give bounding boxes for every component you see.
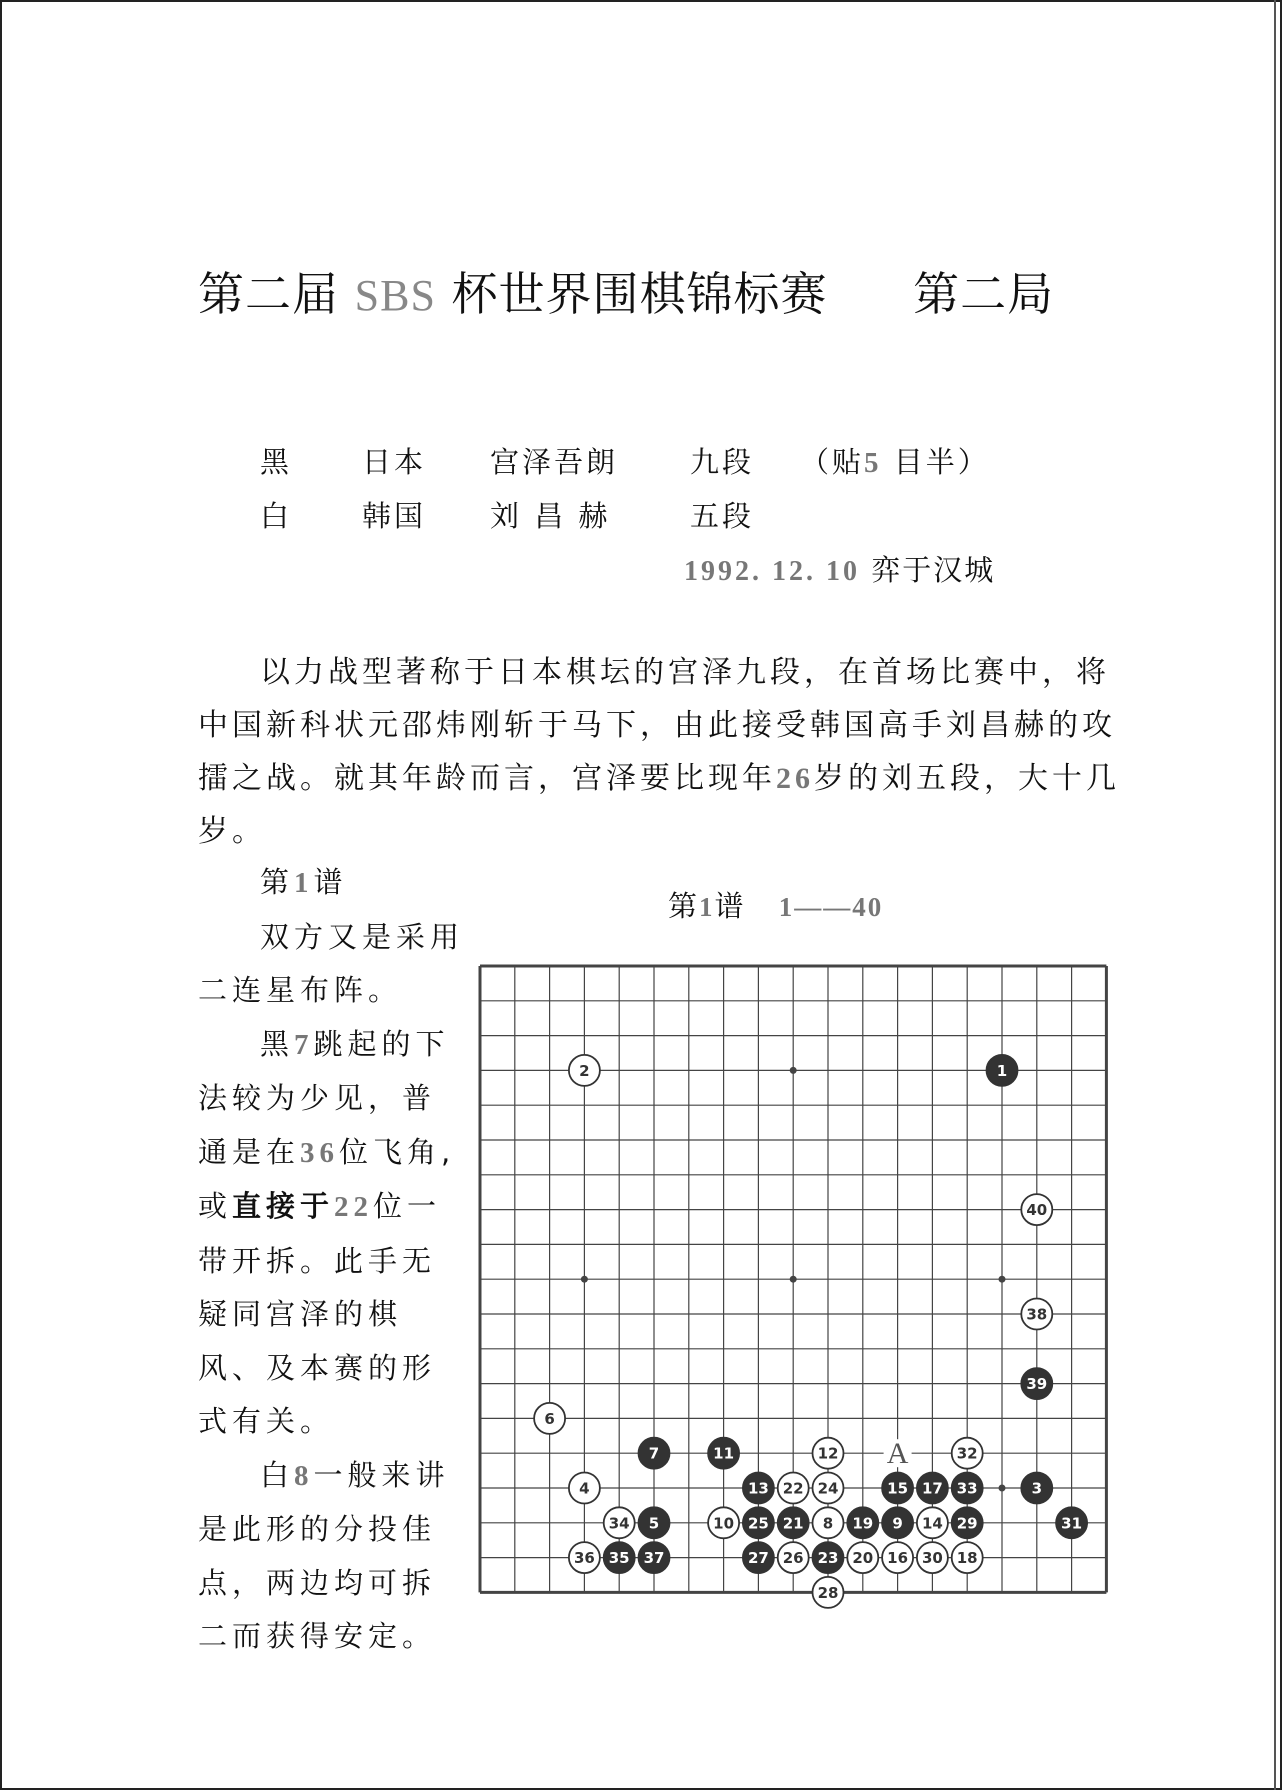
stone-number: 9: [892, 1514, 903, 1533]
title-sponsor: SBS: [354, 271, 436, 320]
black-color-label: 黑: [260, 445, 293, 479]
stone-number: 14: [921, 1514, 943, 1533]
stone-1: [987, 1055, 1018, 1086]
page-title: [198, 258, 1054, 324]
stone-number: 20: [852, 1549, 874, 1568]
white-name: 刘 昌 赫: [490, 499, 611, 533]
stone-number: 11: [713, 1444, 735, 1463]
stone-36: [569, 1542, 600, 1573]
title-prefix: 第二届: [198, 267, 339, 321]
stone-number: 23: [817, 1549, 839, 1568]
intro-text-2: 岁的刘五段，大十几岁。: [198, 761, 1120, 849]
stone-13: [743, 1473, 774, 1504]
commentary-heading: 第1谱: [260, 865, 348, 899]
stone-number: 7: [648, 1444, 660, 1463]
date-place: 弈于汉城: [871, 553, 996, 587]
stone-12: [813, 1438, 844, 1469]
stone-number: 36: [573, 1549, 595, 1568]
stone-27: [743, 1542, 774, 1573]
komi-note: [800, 440, 990, 481]
intro-paragraph: [198, 646, 1122, 858]
black-rank: 九段: [690, 445, 755, 479]
stone-number: 28: [817, 1583, 839, 1602]
stone-number: 4: [579, 1479, 590, 1498]
stone-number: 13: [747, 1479, 769, 1498]
stone-16: [882, 1542, 913, 1573]
stone-number: 30: [921, 1549, 943, 1568]
stone-number: 32: [956, 1444, 978, 1463]
stone-6: [534, 1403, 565, 1434]
stone-34: [604, 1507, 635, 1538]
commentary-p3: 白8一般来讲是此形的分投佳点，两边均可拆二而获得安定。: [198, 1457, 450, 1653]
stone-39: [1021, 1368, 1052, 1399]
diagram-title: 第1谱 1——40: [668, 889, 884, 923]
intro-age: 26: [776, 762, 814, 795]
go-board-svg: [478, 964, 1114, 1602]
stone-number: 35: [608, 1549, 630, 1568]
date-value: 1992. 12. 10: [684, 556, 860, 587]
komi-number: 5: [864, 447, 882, 479]
stone-number: 33: [956, 1479, 978, 1498]
star-point: [999, 1276, 1006, 1283]
stone-number: 29: [956, 1514, 978, 1533]
stone-28: [813, 1577, 844, 1608]
diagram-range: 1——40: [778, 892, 884, 922]
game-date: [684, 548, 995, 589]
stone-31: [1056, 1507, 1087, 1538]
stone-9: [882, 1507, 913, 1538]
stone-19: [847, 1507, 878, 1538]
stone-number: 26: [782, 1549, 804, 1568]
stone-5: [639, 1507, 670, 1538]
stone-18: [952, 1542, 983, 1573]
go-board: [478, 964, 1114, 1602]
title-event: 杯世界围棋锦标赛: [451, 267, 828, 321]
stone-number: 8: [822, 1514, 834, 1533]
stone-number: 24: [817, 1479, 839, 1498]
stone-3: [1021, 1473, 1052, 1504]
stone-number: 19: [852, 1514, 874, 1533]
stone-20: [847, 1542, 878, 1573]
stone-number: 37: [643, 1549, 665, 1568]
stone-7: [639, 1438, 670, 1469]
stone-number: 12: [817, 1444, 839, 1463]
stone-number: 3: [1031, 1479, 1043, 1498]
stone-4: [569, 1473, 600, 1504]
stone-15: [882, 1473, 913, 1504]
stone-40: [1021, 1194, 1052, 1225]
stone-2: [569, 1055, 600, 1086]
stone-22: [778, 1473, 809, 1504]
white-color-label: 白: [260, 499, 293, 533]
stone-number: 10: [713, 1514, 735, 1533]
commentary-column: [198, 856, 468, 1664]
stone-17: [917, 1473, 948, 1504]
commentary-p1: 双方又是采用二连星布阵。: [198, 919, 465, 1007]
page-edge-line: [1274, 0, 1276, 1790]
stone-number: 40: [1026, 1201, 1048, 1220]
star-point: [790, 1276, 797, 1283]
white-rank: 五段: [690, 499, 755, 533]
commentary-p2: 黑7跳起的下法较为少见，普通是在36位飞角,或直接于22位一带开拆。此手无疑同宫泽的棋风、及本赛的形式有关。: [198, 1026, 456, 1438]
stone-number: 25: [747, 1514, 769, 1533]
stone-35: [604, 1542, 635, 1573]
intro-text-1: 以力战型著称于日本棋坛的宫泽九段，在首场比赛中，将中国新科状元邵炜刚斩于马下，由此接受韩国高手刘昌赫的攻擂之战。就其年龄而言，宫泽要比现年: [198, 655, 1116, 796]
star-point: [999, 1485, 1006, 1492]
stone-33: [952, 1473, 983, 1504]
black-name: 宫泽吾朗: [490, 445, 619, 479]
stone-number: 17: [921, 1479, 943, 1498]
stone-11: [708, 1438, 739, 1469]
stone-number: 31: [1061, 1514, 1083, 1533]
white-country: 韩国: [362, 499, 427, 533]
board-mark-a: A: [886, 1437, 909, 1471]
stone-24: [813, 1473, 844, 1504]
stone-14: [917, 1507, 948, 1538]
stone-number: 18: [956, 1549, 978, 1568]
title-game: 第二局: [913, 267, 1055, 321]
stone-number: 39: [1026, 1375, 1048, 1394]
black-country: 日本: [362, 445, 427, 479]
stone-32: [952, 1438, 983, 1469]
stone-8: [813, 1507, 844, 1538]
stone-number: 27: [747, 1549, 769, 1568]
stone-23: [813, 1542, 844, 1573]
stone-30: [917, 1542, 948, 1573]
komi-open: （贴: [800, 445, 865, 479]
stone-29: [952, 1507, 983, 1538]
stone-number: 34: [608, 1514, 630, 1533]
star-point: [581, 1276, 588, 1283]
star-point: [790, 1067, 797, 1074]
stone-number: 5: [648, 1514, 660, 1533]
stone-25: [743, 1507, 774, 1538]
stone-26: [778, 1542, 809, 1573]
stone-number: 21: [782, 1514, 804, 1533]
stone-38: [1021, 1299, 1052, 1330]
stone-number: 6: [544, 1409, 555, 1428]
stone-21: [778, 1507, 809, 1538]
stone-number: 2: [579, 1061, 590, 1080]
stone-number: 16: [887, 1549, 909, 1568]
stone-number: 15: [887, 1479, 909, 1498]
stone-number: 1: [996, 1061, 1008, 1080]
stone-37: [639, 1542, 670, 1573]
stone-number: 38: [1026, 1305, 1048, 1324]
stone-number: 22: [782, 1479, 804, 1498]
stone-10: [708, 1507, 739, 1538]
komi-close: 目半）: [893, 445, 990, 479]
